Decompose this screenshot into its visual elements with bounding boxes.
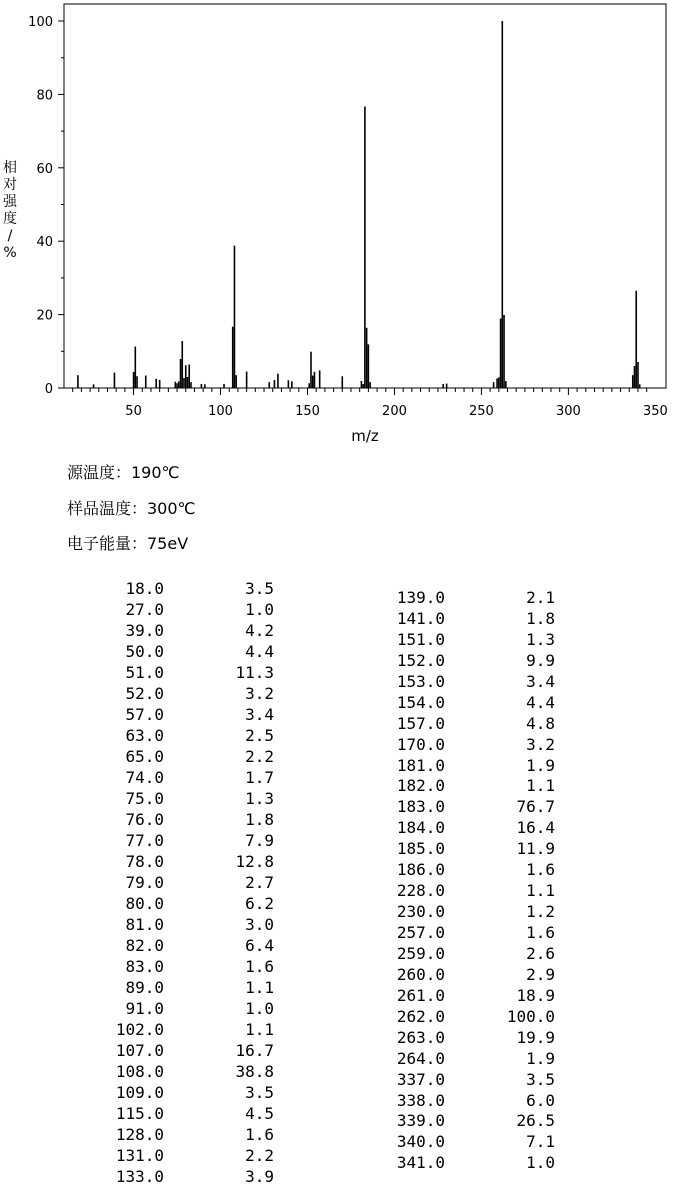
- y-tick-label: 20: [36, 308, 53, 324]
- peak-row: [0, 1166, 290, 1187]
- peak-mz: 115.0: [115, 1104, 164, 1123]
- peak-mz: 228.0: [396, 881, 445, 901]
- peak-row: [0, 1145, 290, 1166]
- peak-mz: 57.0: [125, 705, 164, 724]
- sample-temperature: 样品温度：300℃: [67, 499, 196, 518]
- peak-row: [281, 838, 571, 859]
- peak-mz: 128.0: [115, 1125, 164, 1144]
- peak-row: [281, 922, 571, 943]
- peak-abundance: 1.9: [526, 755, 555, 775]
- peak-abundance: 6.2: [245, 894, 274, 913]
- peak-row: [0, 1124, 290, 1145]
- peak-mz: 76.0: [125, 810, 164, 829]
- peak-mz: 230.0: [396, 902, 445, 922]
- peak-abundance: 4.8: [526, 713, 555, 733]
- peak-mz: 79.0: [125, 873, 164, 892]
- peak-row: [0, 1103, 290, 1124]
- peak-mz: 83.0: [125, 957, 164, 976]
- y-axis-title-char: 对: [3, 177, 17, 193]
- peak-mz: 108.0: [115, 1062, 164, 1081]
- peak-row: [0, 788, 290, 809]
- peak-mz: 185.0: [396, 839, 445, 859]
- peak-row: [281, 985, 571, 1006]
- peak-row: [281, 587, 571, 608]
- peak-mz: 264.0: [396, 1048, 445, 1068]
- peak-row: [0, 599, 290, 620]
- peak-row: [281, 1069, 571, 1090]
- peak-abundance: 2.2: [245, 1146, 274, 1165]
- peak-mz: 151.0: [396, 629, 445, 649]
- peak-row: [281, 671, 571, 692]
- peak-row: [0, 725, 290, 746]
- peak-mz: 170.0: [396, 734, 445, 754]
- peak-abundance: 18.9: [516, 985, 555, 1005]
- peak-row: [0, 704, 290, 725]
- peak-row: [281, 901, 571, 922]
- peak-table-left: [0, 578, 290, 1187]
- peak-abundance: 4.5: [245, 1104, 274, 1123]
- peak-row: [281, 859, 571, 880]
- peak-row: [281, 734, 571, 755]
- peak-abundance: 3.5: [245, 579, 274, 598]
- peak-abundance: 1.3: [245, 789, 274, 808]
- x-tick-label: 250: [469, 404, 494, 419]
- y-axis-title-char: %: [3, 245, 17, 261]
- peak-abundance: 12.8: [235, 852, 274, 871]
- x-tick-label: 200: [382, 404, 407, 419]
- peak-row: [281, 796, 571, 817]
- peak-row: [0, 767, 290, 788]
- peak-row: [281, 943, 571, 964]
- y-axis-title-char: 度: [3, 211, 17, 227]
- peak-row: [281, 775, 571, 796]
- peak-abundance: 1.1: [245, 978, 274, 997]
- peak-abundance: 2.2: [245, 747, 274, 766]
- peak-mz: 77.0: [125, 831, 164, 850]
- peak-abundance: 76.7: [516, 797, 555, 817]
- peak-row: [0, 1019, 290, 1040]
- peak-row: [281, 880, 571, 901]
- peak-abundance: 16.7: [235, 1041, 274, 1060]
- peak-mz: 131.0: [115, 1146, 164, 1165]
- peak-mz: 257.0: [396, 923, 445, 942]
- peak-abundance: 3.5: [526, 1069, 555, 1089]
- peak-mz: 52.0: [125, 684, 164, 703]
- x-tick-label: 350: [642, 404, 668, 419]
- peak-mz: 78.0: [125, 852, 164, 871]
- peak-row: [0, 872, 290, 893]
- peak-row: [0, 956, 290, 977]
- peak-row: [281, 1090, 571, 1111]
- peak-mz: 102.0: [115, 1020, 164, 1039]
- peak-mz: 107.0: [115, 1041, 164, 1060]
- peak-abundance: 7.1: [526, 1132, 555, 1152]
- peak-row: [0, 914, 290, 935]
- x-tick-label: 50: [125, 404, 142, 419]
- mass-spectrum-chart: [0, 0, 680, 450]
- y-tick-label: 60: [36, 161, 53, 177]
- peak-abundance: 1.1: [245, 1020, 274, 1039]
- peak-mz: 154.0: [396, 692, 445, 712]
- peak-row: [281, 964, 571, 985]
- peak-mz: 157.0: [396, 713, 445, 733]
- peak-row: [0, 641, 290, 662]
- peak-abundance: 1.2: [526, 902, 555, 922]
- x-tick-label: 150: [295, 404, 320, 419]
- peak-mz: 337.0: [396, 1069, 445, 1089]
- peak-row: [0, 1082, 290, 1103]
- peak-row: [281, 692, 571, 713]
- peak-abundance: 2.5: [245, 726, 274, 745]
- peak-row: [0, 578, 290, 599]
- x-axis-title: m/z: [351, 427, 379, 445]
- y-tick-label: 100: [28, 15, 53, 30]
- peak-mz: 39.0: [125, 621, 164, 640]
- peak-abundance: 1.6: [526, 923, 555, 942]
- peak-table-right: [281, 587, 571, 1173]
- peak-abundance: 3.9: [245, 1167, 274, 1186]
- peak-abundance: 1.1: [526, 881, 555, 901]
- peak-mz: 263.0: [396, 1027, 445, 1047]
- peak-row: [0, 746, 290, 767]
- peak-abundance: 4.2: [245, 621, 274, 640]
- peak-mz: 63.0: [125, 726, 164, 745]
- peak-row: [281, 1027, 571, 1048]
- peak-mz: 259.0: [396, 943, 445, 963]
- peak-row: [0, 935, 290, 956]
- peak-mz: 183.0: [396, 797, 445, 817]
- peak-mz: 339.0: [396, 1111, 445, 1131]
- y-tick-label: 80: [36, 88, 53, 104]
- peak-mz: 65.0: [125, 747, 164, 766]
- peak-mz: 181.0: [396, 755, 445, 775]
- peak-abundance: 3.4: [526, 671, 555, 691]
- peak-mz: 338.0: [396, 1090, 445, 1110]
- peak-mz: 340.0: [396, 1132, 445, 1152]
- peak-mz: 261.0: [396, 985, 445, 1005]
- peak-mz: 186.0: [396, 860, 445, 880]
- peak-bars: [78, 21, 640, 388]
- peak-abundance: 1.6: [245, 1125, 274, 1144]
- peak-abundance: 2.1: [526, 588, 555, 607]
- y-axis-title-char: 强: [3, 194, 17, 210]
- peak-abundance: 7.9: [245, 831, 274, 850]
- peak-mz: 133.0: [115, 1167, 164, 1186]
- peak-abundance: 2.9: [526, 964, 555, 984]
- peak-abundance: 9.9: [526, 650, 555, 670]
- peak-mz: 74.0: [125, 768, 164, 787]
- peak-mz: 18.0: [125, 579, 164, 598]
- peak-abundance: 3.4: [245, 705, 274, 724]
- peak-mz: 50.0: [125, 642, 164, 661]
- peak-row: [0, 893, 290, 914]
- peak-mz: 260.0: [396, 964, 445, 984]
- peak-row: [281, 629, 571, 650]
- peak-abundance: 3.2: [526, 734, 555, 754]
- peak-abundance: 1.8: [245, 810, 274, 829]
- peak-row: [0, 830, 290, 851]
- peak-row: [281, 1048, 571, 1069]
- peak-abundance: 26.5: [516, 1111, 555, 1131]
- peak-abundance: 38.8: [235, 1062, 274, 1081]
- peak-row: [281, 1152, 571, 1173]
- peak-row: [0, 683, 290, 704]
- peak-abundance: 1.3: [526, 629, 555, 649]
- peak-abundance: 4.4: [526, 692, 555, 712]
- peak-row: [281, 755, 571, 776]
- peak-row: [281, 1006, 571, 1027]
- peak-mz: 75.0: [125, 789, 164, 808]
- peak-mz: 182.0: [396, 776, 445, 796]
- peak-mz: 184.0: [396, 818, 445, 838]
- x-tick-label: 300: [555, 404, 581, 419]
- peak-abundance: 3.0: [245, 915, 274, 934]
- peak-mz: 27.0: [125, 600, 164, 619]
- peak-abundance: 11.3: [235, 663, 274, 682]
- peak-mz: 80.0: [125, 894, 164, 913]
- peak-mz: 341.0: [396, 1153, 445, 1173]
- peak-row: [281, 817, 571, 838]
- peak-abundance: 100.0: [506, 1006, 555, 1026]
- peak-row: [0, 977, 290, 998]
- peak-row: [281, 1110, 571, 1131]
- peak-abundance: 2.6: [526, 943, 555, 963]
- peak-abundance: 11.9: [516, 839, 555, 859]
- peak-abundance: 6.4: [245, 936, 274, 955]
- peak-abundance: 1.8: [526, 608, 555, 628]
- peak-row: [0, 851, 290, 872]
- peak-mz: 141.0: [396, 608, 445, 628]
- peak-mz: 109.0: [115, 1083, 164, 1102]
- y-axis-title-char: /: [7, 228, 13, 244]
- peak-abundance: 1.9: [526, 1048, 555, 1068]
- peak-row: [0, 998, 290, 1019]
- peak-row: [0, 809, 290, 830]
- peak-row: [0, 662, 290, 683]
- x-tick-label: 100: [208, 404, 233, 419]
- peak-mz: 89.0: [125, 978, 164, 997]
- y-tick-label: 0: [44, 382, 53, 397]
- y-axis-title: [3, 159, 18, 261]
- peak-mz: 139.0: [396, 588, 445, 607]
- electron-energy: 电子能量：75eV: [67, 534, 189, 553]
- peak-abundance: 1.0: [526, 1153, 555, 1173]
- peak-mz: 81.0: [125, 915, 164, 934]
- peak-abundance: 3.5: [245, 1083, 274, 1102]
- axis-ticks: [28, 15, 668, 419]
- peak-row: [281, 1131, 571, 1152]
- peak-abundance: 1.0: [245, 600, 274, 619]
- peak-abundance: 19.9: [516, 1027, 555, 1047]
- peak-mz: 51.0: [125, 663, 164, 682]
- peak-abundance: 2.7: [245, 873, 274, 892]
- peak-row: [281, 713, 571, 734]
- peak-abundance: 3.2: [245, 684, 274, 703]
- peak-mz: 82.0: [125, 936, 164, 955]
- peak-mz: 152.0: [396, 650, 445, 670]
- peak-mz: 262.0: [396, 1006, 445, 1026]
- peak-abundance: 1.1: [526, 776, 555, 796]
- y-axis-title-char: 相: [3, 160, 17, 176]
- peak-mz: 91.0: [125, 999, 164, 1018]
- peak-row: [281, 608, 571, 629]
- peak-row: [0, 1040, 290, 1061]
- peak-row: [0, 620, 290, 641]
- peak-row: [0, 1061, 290, 1082]
- peak-abundance: 4.4: [245, 642, 274, 661]
- peak-row: [281, 650, 571, 671]
- peak-abundance: 1.7: [245, 768, 274, 787]
- peak-abundance: 16.4: [516, 818, 555, 838]
- peak-abundance: 6.0: [526, 1090, 555, 1110]
- source-temperature: 源温度：190℃: [67, 463, 180, 482]
- peak-mz: 153.0: [396, 671, 445, 691]
- peak-abundance: 1.0: [245, 999, 274, 1018]
- peak-abundance: 1.6: [245, 957, 274, 976]
- y-tick-label: 40: [36, 235, 53, 251]
- peak-abundance: 1.6: [526, 860, 555, 880]
